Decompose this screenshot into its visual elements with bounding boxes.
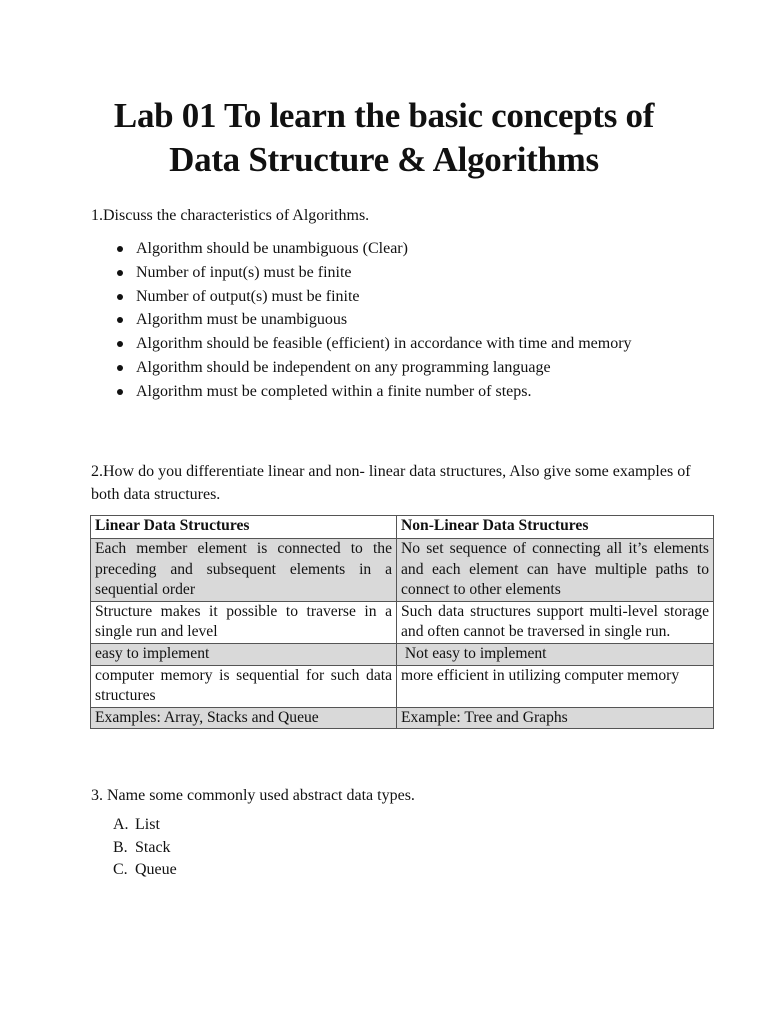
list-item: Algorithm should be unambiguous (Clear) bbox=[136, 237, 636, 261]
table-cell: No set sequence of connecting all it’s elements and each element can have multiple paths to connect to other elements bbox=[397, 539, 714, 602]
page-title bbox=[0, 94, 768, 182]
question-3: 3. Name some commonly used abstract data types. bbox=[91, 787, 415, 804]
list-item: Algorithm must be unambiguous bbox=[136, 308, 636, 332]
table-cell: Each member element is connected to the preceding and subsequent elements in a sequential order bbox=[91, 539, 397, 602]
list-item: Algorithm should be feasible (efficient) in accordance with time and memory bbox=[136, 332, 636, 356]
table-cell: computer memory is sequential for such data structures bbox=[91, 665, 397, 707]
characteristics-list bbox=[136, 237, 636, 404]
list-item-text: List bbox=[135, 816, 160, 833]
table-cell: Such data structures support multi-level storage and often cannot be traversed in single run. bbox=[397, 601, 714, 643]
table-header-row bbox=[91, 516, 714, 539]
table-cell: more efficient in utilizing computer memory bbox=[397, 665, 714, 707]
column-header-linear: Linear Data Structures bbox=[91, 516, 397, 539]
list-item: Algorithm should be independent on any programming language bbox=[136, 356, 636, 380]
table-cell: easy to implement bbox=[91, 643, 397, 665]
list-marker: A. bbox=[113, 816, 129, 833]
list-item: Number of output(s) must be finite bbox=[136, 285, 636, 309]
title-line-2: Data Structure & Algorithms bbox=[169, 140, 599, 179]
list-item bbox=[113, 837, 177, 860]
table-cell: Not easy to implement bbox=[397, 643, 714, 665]
list-item bbox=[113, 859, 177, 882]
table-row bbox=[91, 601, 714, 643]
list-item: Number of input(s) must be finite bbox=[136, 261, 636, 285]
list-item: Algorithm must be completed within a finite number of steps. bbox=[136, 380, 636, 404]
table-row bbox=[91, 539, 714, 602]
list-item-text: Queue bbox=[135, 861, 177, 879]
table-cell: Examples: Array, Stacks and Queue bbox=[91, 707, 397, 729]
table-row bbox=[91, 643, 714, 665]
adt-list bbox=[113, 814, 177, 882]
table-cell: Structure makes it possible to traverse in a single run and level bbox=[91, 601, 397, 643]
column-header-nonlinear: Non-Linear Data Structures bbox=[397, 516, 714, 539]
table-row bbox=[91, 665, 714, 707]
list-marker: B. bbox=[113, 838, 128, 856]
list-marker: C. bbox=[113, 861, 128, 879]
title-line-1: Lab 01 To learn the basic concepts of bbox=[113, 96, 655, 135]
table-cell: Example: Tree and Graphs bbox=[397, 707, 714, 729]
question-2: 2.How do you differentiate linear and non- linear data structures, Also give some examples of both data structures. bbox=[91, 463, 691, 503]
list-item bbox=[113, 814, 177, 837]
table-row bbox=[91, 707, 714, 729]
question-1: 1.Discuss the characteristics of Algorithms. bbox=[91, 207, 370, 224]
list-item-text: Stack bbox=[135, 838, 171, 856]
comparison-table bbox=[90, 515, 714, 729]
